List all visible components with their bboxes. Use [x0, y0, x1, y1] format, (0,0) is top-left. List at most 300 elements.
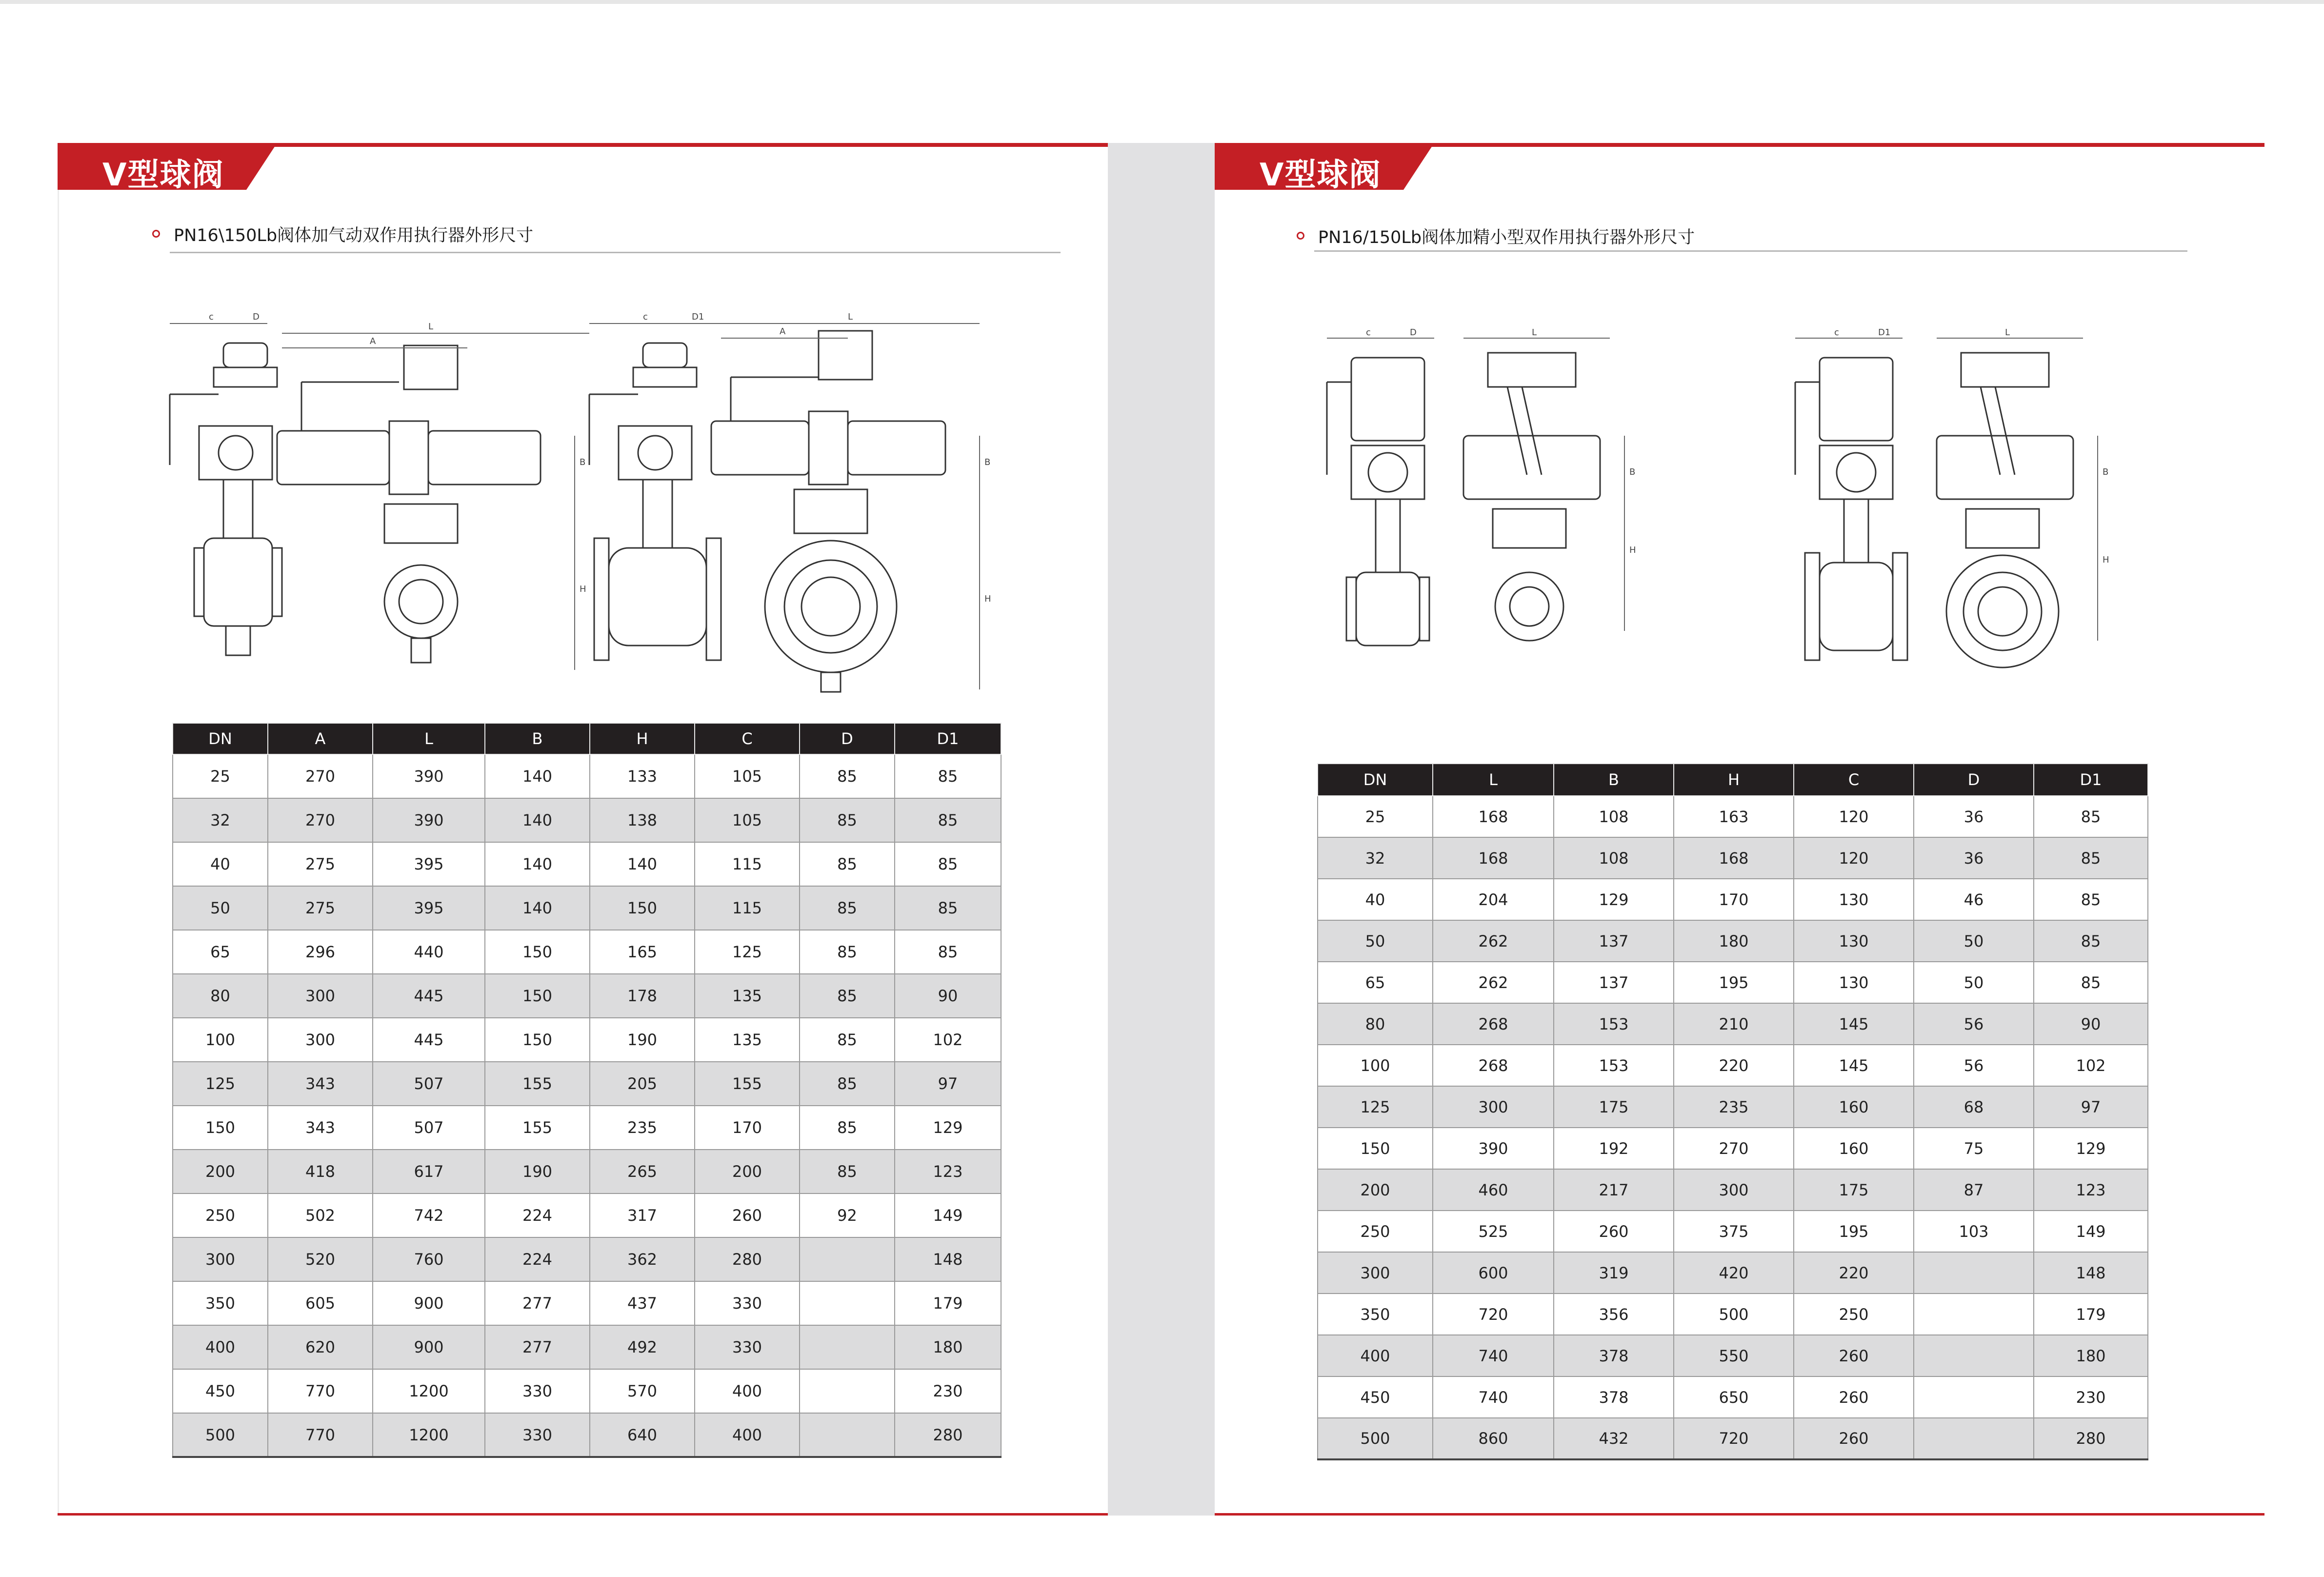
table-cell: 277	[485, 1325, 590, 1369]
table-row	[173, 886, 1001, 930]
table-cell: 105	[695, 798, 800, 842]
table-cell: 155	[485, 1062, 590, 1106]
right-page	[1215, 143, 2264, 1516]
table-cell: 260	[1794, 1335, 1914, 1376]
column-header: H	[590, 723, 695, 754]
table-row	[173, 1281, 1001, 1325]
table-cell: 97	[895, 1062, 1001, 1106]
table-cell: 50	[1318, 920, 1433, 962]
table-cell: 395	[373, 842, 485, 886]
table-cell: 262	[1433, 920, 1554, 962]
subtitle-underline	[1314, 250, 2187, 252]
table-cell: 620	[268, 1325, 373, 1369]
table-cell: 100	[173, 1018, 268, 1062]
table-cell: 32	[1318, 837, 1433, 879]
table-cell: 350	[173, 1281, 268, 1325]
table-row	[1318, 1045, 2148, 1086]
table-cell: 265	[590, 1150, 695, 1193]
table-row	[173, 1325, 1001, 1369]
table-row	[1318, 920, 2148, 962]
table-cell: 270	[1674, 1128, 1794, 1169]
dim-label: H	[2103, 555, 2109, 565]
section-subtitle: PN16\150Lb阀体加气动双作用执行器外形尺寸	[174, 226, 534, 245]
table-cell	[1914, 1418, 2034, 1459]
table-cell: 25	[173, 754, 268, 798]
table-cell: 300	[1674, 1169, 1794, 1211]
table-cell: 192	[1554, 1128, 1674, 1169]
table-cell: 125	[695, 930, 800, 974]
top-divider	[0, 0, 2324, 4]
table-cell: 400	[695, 1413, 800, 1457]
table-cell: 437	[590, 1281, 695, 1325]
footer-line	[1215, 1513, 2264, 1516]
table-cell: 97	[2034, 1086, 2148, 1128]
table-row	[1318, 796, 2148, 837]
table-cell: 300	[268, 1018, 373, 1062]
table-cell: 190	[485, 1150, 590, 1193]
table-cell: 500	[1674, 1294, 1794, 1335]
dim-label: c	[1834, 328, 1839, 338]
table-cell: 224	[485, 1237, 590, 1281]
table-cell: 85	[2034, 837, 2148, 879]
table-cell: 275	[268, 842, 373, 886]
column-header: C	[1794, 764, 1914, 796]
dimension-table	[1317, 763, 2148, 1460]
section-subtitle: PN16/150Lb阀体加精小型双作用执行器外形尺寸	[1318, 228, 1695, 247]
table-cell	[800, 1325, 895, 1369]
table-cell: 85	[895, 930, 1001, 974]
table-cell: 170	[695, 1106, 800, 1150]
table-cell: 235	[590, 1106, 695, 1150]
table-cell: 115	[695, 886, 800, 930]
table-cell: 362	[590, 1237, 695, 1281]
table-row	[173, 798, 1001, 842]
table-cell: 195	[1674, 962, 1794, 1003]
table-cell: 550	[1674, 1335, 1794, 1376]
table-row	[1318, 1169, 2148, 1211]
table-cell: 270	[268, 798, 373, 842]
table-cell: 85	[800, 1018, 895, 1062]
table-cell: 220	[1794, 1252, 1914, 1294]
table-row	[173, 974, 1001, 1018]
table-cell: 450	[173, 1369, 268, 1413]
table-cell: 150	[590, 886, 695, 930]
table-cell: 153	[1554, 1045, 1674, 1086]
table-cell: 50	[173, 886, 268, 930]
table-cell: 123	[895, 1150, 1001, 1193]
table-cell: 75	[1914, 1128, 2034, 1169]
table-cell: 32	[173, 798, 268, 842]
table-cell: 224	[485, 1193, 590, 1237]
table-cell: 375	[1674, 1211, 1794, 1252]
table-cell: 740	[1433, 1376, 1554, 1418]
table-cell: 180	[895, 1325, 1001, 1369]
table-cell	[800, 1281, 895, 1325]
dim-label: H	[984, 594, 991, 604]
table-cell: 195	[1794, 1211, 1914, 1252]
table-cell: 123	[2034, 1169, 2148, 1211]
dim-label: D1	[1878, 328, 1891, 338]
table-cell: 900	[373, 1325, 485, 1369]
table-cell: 150	[173, 1106, 268, 1150]
table-cell: 605	[268, 1281, 373, 1325]
table-cell: 160	[1794, 1128, 1914, 1169]
dim-label: L	[428, 322, 434, 332]
table-cell: 56	[1914, 1045, 2034, 1086]
table-cell: 378	[1554, 1335, 1674, 1376]
table-cell: 56	[1914, 1003, 2034, 1045]
section-title: V型球阀	[102, 157, 224, 193]
table-cell: 600	[1433, 1252, 1554, 1294]
table-cell: 85	[2034, 920, 2148, 962]
table-cell: 40	[1318, 879, 1433, 920]
table-cell: 770	[268, 1369, 373, 1413]
table-cell: 105	[695, 754, 800, 798]
column-header: DN	[1318, 764, 1433, 796]
table-cell: 65	[173, 930, 268, 974]
table-row	[173, 1369, 1001, 1413]
table-cell: 460	[1433, 1169, 1554, 1211]
table-row	[173, 1106, 1001, 1150]
table-row	[1318, 1003, 2148, 1045]
table-cell: 250	[173, 1193, 268, 1237]
table-cell: 85	[2034, 879, 2148, 920]
table-cell: 130	[1794, 920, 1914, 962]
table-cell: 85	[895, 886, 1001, 930]
table-cell: 129	[895, 1106, 1001, 1150]
column-header: B	[485, 723, 590, 754]
table-cell: 129	[2034, 1128, 2148, 1169]
table-cell: 85	[800, 754, 895, 798]
table-cell: 280	[695, 1237, 800, 1281]
table-cell: 137	[1554, 962, 1674, 1003]
table-cell: 330	[485, 1413, 590, 1457]
table-cell: 50	[1914, 920, 2034, 962]
table-cell: 65	[1318, 962, 1433, 1003]
table-cell: 570	[590, 1369, 695, 1413]
table-cell: 137	[1554, 920, 1674, 962]
dim-label: B	[1629, 467, 1636, 477]
table-cell: 120	[1794, 837, 1914, 879]
table-row	[1318, 1252, 2148, 1294]
column-header: D1	[895, 723, 1001, 754]
table-row	[1318, 1335, 2148, 1376]
table-cell: 343	[268, 1106, 373, 1150]
table-cell: 343	[268, 1062, 373, 1106]
table-cell: 36	[1914, 837, 2034, 879]
table-cell: 102	[2034, 1045, 2148, 1086]
table-cell: 432	[1554, 1418, 1674, 1459]
table-cell: 138	[590, 798, 695, 842]
table-cell: 92	[800, 1193, 895, 1237]
table-cell: 130	[1794, 879, 1914, 920]
table-cell: 262	[1433, 962, 1554, 1003]
table-cell: 740	[1433, 1335, 1554, 1376]
table-row	[1318, 962, 2148, 1003]
table-cell: 50	[1914, 962, 2034, 1003]
dim-label: B	[2103, 467, 2109, 477]
table-row	[1318, 1294, 2148, 1335]
table-cell: 129	[1554, 879, 1674, 920]
table-row	[1318, 1128, 2148, 1169]
table-cell: 85	[800, 930, 895, 974]
column-header: B	[1554, 764, 1674, 796]
table-cell: 260	[1794, 1376, 1914, 1418]
table-cell: 85	[800, 1150, 895, 1193]
table-cell: 163	[1674, 796, 1794, 837]
table-cell: 175	[1554, 1086, 1674, 1128]
table-cell	[1914, 1376, 2034, 1418]
table-cell: 80	[1318, 1003, 1433, 1045]
table-cell: 108	[1554, 796, 1674, 837]
table-cell: 179	[895, 1281, 1001, 1325]
table-row	[173, 930, 1001, 974]
table-cell: 85	[800, 842, 895, 886]
table-cell: 145	[1794, 1045, 1914, 1086]
table-cell: 108	[1554, 837, 1674, 879]
table-cell: 140	[485, 798, 590, 842]
table-cell: 317	[590, 1193, 695, 1237]
table-cell: 330	[695, 1281, 800, 1325]
table-cell: 153	[1554, 1003, 1674, 1045]
table-cell: 168	[1433, 796, 1554, 837]
valve-side-view-2	[1795, 358, 1907, 660]
column-header: A	[268, 723, 373, 754]
table-cell: 390	[1433, 1128, 1554, 1169]
table-cell: 210	[1674, 1003, 1794, 1045]
page-edge	[58, 143, 59, 1516]
dim-label: c	[643, 312, 648, 322]
table-cell: 125	[1318, 1086, 1433, 1128]
table-cell: 390	[373, 754, 485, 798]
table-cell: 140	[485, 754, 590, 798]
column-header: L	[373, 723, 485, 754]
table-cell: 90	[2034, 1003, 2148, 1045]
table-cell: 390	[373, 798, 485, 842]
table-cell: 68	[1914, 1086, 2034, 1128]
table-row	[1318, 1376, 2148, 1418]
dim-label: B	[580, 457, 586, 467]
table-cell: 217	[1554, 1169, 1674, 1211]
table-cell: 492	[590, 1325, 695, 1369]
column-header: D1	[2034, 764, 2148, 796]
table-cell: 200	[173, 1150, 268, 1193]
table-cell: 46	[1914, 879, 2034, 920]
table-cell: 1200	[373, 1369, 485, 1413]
table-cell: 770	[268, 1413, 373, 1457]
dimension-table	[172, 723, 1002, 1458]
table-cell: 85	[895, 798, 1001, 842]
table-cell: 150	[485, 930, 590, 974]
table-cell: 378	[1554, 1376, 1674, 1418]
table-cell: 502	[268, 1193, 373, 1237]
table-cell: 300	[173, 1237, 268, 1281]
bullet-icon	[1297, 232, 1304, 240]
table-cell: 150	[1318, 1128, 1433, 1169]
table-cell: 400	[1318, 1335, 1433, 1376]
dim-label: c	[1366, 328, 1371, 338]
table-cell: 205	[590, 1062, 695, 1106]
table-cell: 440	[373, 930, 485, 974]
table-cell: 155	[485, 1106, 590, 1150]
table-cell: 150	[485, 1018, 590, 1062]
table-cell: 395	[373, 886, 485, 930]
table-row	[1318, 879, 2148, 920]
table-cell: 720	[1674, 1418, 1794, 1459]
dim-label: D	[253, 312, 260, 322]
valve-front-view-2	[711, 331, 945, 692]
table-cell: 300	[1318, 1252, 1433, 1294]
table-cell: 296	[268, 930, 373, 974]
table-cell: 85	[895, 842, 1001, 886]
table-cell: 120	[1794, 796, 1914, 837]
valve-side-view-2	[589, 343, 721, 660]
table-cell: 445	[373, 974, 485, 1018]
valve-side-view-1	[170, 343, 282, 655]
table-cell: 85	[2034, 962, 2148, 1003]
table-cell: 319	[1554, 1252, 1674, 1294]
page-gutter	[1108, 143, 1215, 1516]
table-cell: 165	[590, 930, 695, 974]
dim-label: L	[1532, 328, 1537, 338]
table-cell: 100	[1318, 1045, 1433, 1086]
table-cell: 300	[268, 974, 373, 1018]
table-row	[173, 754, 1001, 798]
table-cell: 85	[800, 798, 895, 842]
table-cell: 330	[695, 1325, 800, 1369]
table-row	[1318, 837, 2148, 879]
valve-drawings	[1322, 328, 2200, 816]
table-header-row	[173, 723, 1001, 754]
table-cell	[1914, 1294, 2034, 1335]
table-cell: 125	[173, 1062, 268, 1106]
table-cell: 140	[485, 886, 590, 930]
table-cell: 900	[373, 1281, 485, 1325]
table-row	[173, 1413, 1001, 1457]
table-cell: 260	[1794, 1418, 1914, 1459]
column-header: DN	[173, 723, 268, 754]
table-cell: 507	[373, 1106, 485, 1150]
table-cell: 90	[895, 974, 1001, 1018]
table-cell: 168	[1674, 837, 1794, 879]
table-cell: 130	[1794, 962, 1914, 1003]
table-cell	[1914, 1335, 2034, 1376]
table-cell: 230	[895, 1369, 1001, 1413]
table-cell: 277	[485, 1281, 590, 1325]
table-cell: 742	[373, 1193, 485, 1237]
valve-front-view-2	[1937, 353, 2073, 667]
table-header-row	[1318, 764, 2148, 796]
table-cell: 260	[1554, 1211, 1674, 1252]
valve-front-view-1	[277, 345, 541, 663]
table-cell: 178	[590, 974, 695, 1018]
table-cell: 507	[373, 1062, 485, 1106]
table-cell: 149	[895, 1193, 1001, 1237]
table-cell: 300	[1433, 1086, 1554, 1128]
table-cell: 250	[1794, 1294, 1914, 1335]
table-row	[173, 1062, 1001, 1106]
table-cell: 445	[373, 1018, 485, 1062]
table-cell: 500	[1318, 1418, 1433, 1459]
table-cell: 87	[1914, 1169, 2034, 1211]
dim-label: A	[370, 336, 376, 346]
table-cell: 275	[268, 886, 373, 930]
table-row	[1318, 1086, 2148, 1128]
table-row	[1318, 1211, 2148, 1252]
table-cell	[1914, 1252, 2034, 1294]
table-cell: 1200	[373, 1413, 485, 1457]
table-cell: 268	[1433, 1003, 1554, 1045]
table-cell: 250	[1318, 1211, 1433, 1252]
table-row	[173, 842, 1001, 886]
table-row	[173, 1193, 1001, 1237]
table-row	[173, 1018, 1001, 1062]
bullet-icon	[152, 230, 160, 238]
table-cell: 135	[695, 974, 800, 1018]
table-cell: 149	[2034, 1211, 2148, 1252]
table-cell: 200	[1318, 1169, 1433, 1211]
column-header: H	[1674, 764, 1794, 796]
column-header: L	[1433, 764, 1554, 796]
table-cell: 115	[695, 842, 800, 886]
table-cell: 148	[895, 1237, 1001, 1281]
table-cell	[800, 1369, 895, 1413]
table-cell: 102	[895, 1018, 1001, 1062]
table-cell: 140	[485, 842, 590, 886]
dim-label: D	[1410, 328, 1417, 338]
left-page	[58, 143, 1108, 1516]
table-cell: 200	[695, 1150, 800, 1193]
table-cell: 85	[800, 1062, 895, 1106]
table-cell: 36	[1914, 796, 2034, 837]
table-row	[173, 1237, 1001, 1281]
table-cell: 85	[2034, 796, 2148, 837]
table-cell: 150	[485, 974, 590, 1018]
table-cell: 650	[1674, 1376, 1794, 1418]
table-cell: 400	[173, 1325, 268, 1369]
table-cell: 418	[268, 1150, 373, 1193]
dim-label: D1	[692, 312, 704, 322]
table-cell: 268	[1433, 1045, 1554, 1086]
valve-front-view-1	[1463, 353, 1600, 641]
column-header: C	[695, 723, 800, 754]
table-cell: 168	[1433, 837, 1554, 879]
table-cell: 85	[800, 886, 895, 930]
dim-label: L	[848, 312, 853, 322]
table-cell: 270	[268, 754, 373, 798]
table-cell: 640	[590, 1413, 695, 1457]
table-cell: 179	[2034, 1294, 2148, 1335]
table-cell: 85	[895, 754, 1001, 798]
subtitle-underline	[170, 252, 1061, 253]
table-cell: 40	[173, 842, 268, 886]
table-cell: 350	[1318, 1294, 1433, 1335]
table-cell: 133	[590, 754, 695, 798]
table-cell: 145	[1794, 1003, 1914, 1045]
table-cell: 85	[800, 974, 895, 1018]
table-cell: 80	[173, 974, 268, 1018]
table-cell: 190	[590, 1018, 695, 1062]
dim-label: H	[580, 584, 586, 594]
table-cell	[800, 1237, 895, 1281]
section-title: V型球阀	[1260, 157, 1382, 193]
table-cell: 220	[1674, 1045, 1794, 1086]
table-cell: 230	[2034, 1376, 2148, 1418]
table-row	[173, 1150, 1001, 1193]
dim-label: c	[209, 312, 214, 322]
table-cell: 148	[2034, 1252, 2148, 1294]
table-cell: 25	[1318, 796, 1433, 837]
